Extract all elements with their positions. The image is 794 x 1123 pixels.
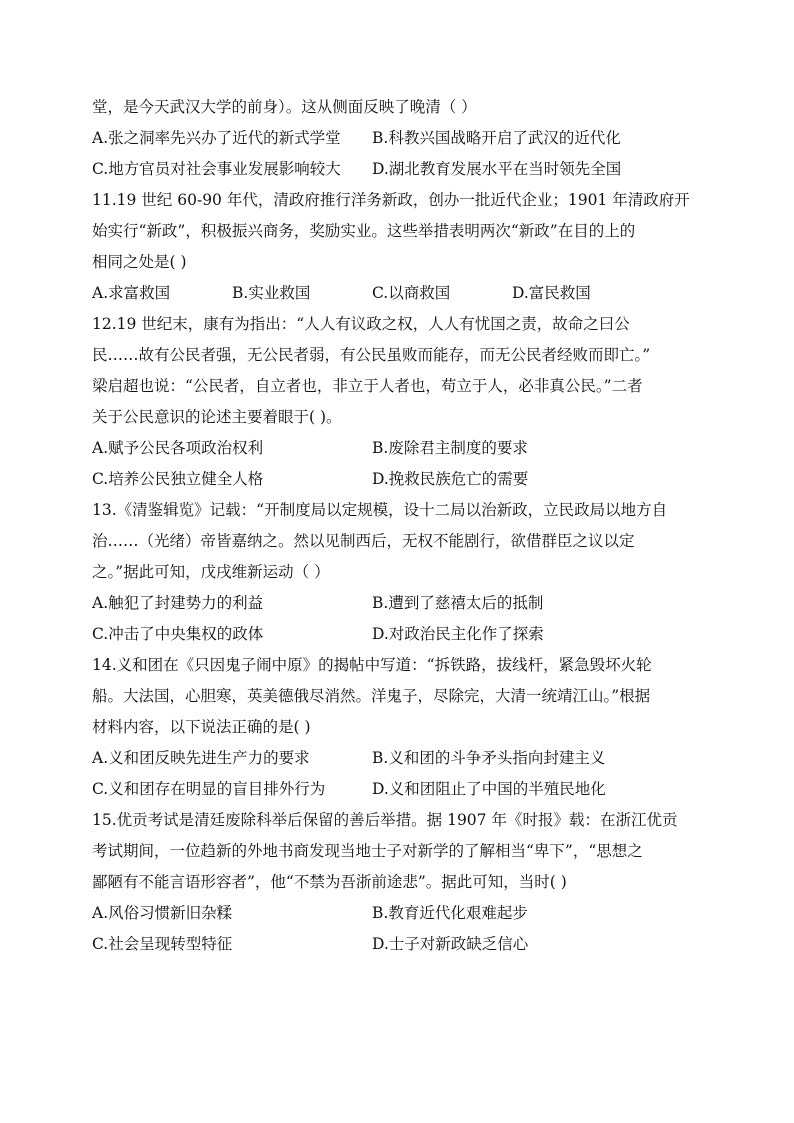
q13-stem-line-3: 之。”据此可知，戊戌维新运动（ ） [92, 563, 330, 581]
q14-options-row-1 [92, 743, 704, 774]
q12-stem-line-3: 梁启超也说：“公民者，自立者也，非立于人者也，苟立于人，必非真公民。”二者 [92, 377, 643, 395]
q12-stem-line-1: 12.19 世纪末，康有为指出：“人人有议政之权，人人有忧国之责，故命之曰公 [92, 315, 630, 333]
q15-stem-line-1: 15.优贡考试是清廷废除科举后保留的善后举措。据 1907 年《时报》载：在浙江优贡 [92, 811, 678, 829]
q15-options-row-2 [92, 929, 704, 960]
q14-stem-line-1: 14.义和团在《只因鬼子闹中原》的揭帖中写道：“拆铁路，拔线杆，紧急毁坏火轮 [92, 656, 652, 674]
q14-option-a[interactable]: A.义和团反映先进生产力的要求 [92, 749, 310, 767]
q13-stem-line-1: 13.《清鉴辑览》记载：“开制度局以定规模，设十二局以治新政，立民政局以地方自 [92, 501, 668, 519]
q14-option-d[interactable]: D.义和团阻止了中国的半殖民地化 [372, 780, 606, 798]
q11-option-a[interactable]: A.求富救国 [92, 284, 171, 302]
q14-stem-line-2: 船。大法国，心胆寒，英美德俄尽消然。洋鬼子，尽除完，大清一统靖江山。”根据 [92, 687, 651, 705]
q10-stem-tail: 堂，是今天武汉大学的前身）。这从侧面反映了晚清（ ） [92, 98, 477, 116]
q11-option-c[interactable]: C.以商救国 [372, 284, 451, 302]
q15-stem-line-2: 考试期间，一位趋新的外地书商发现当地士子对新学的了解相当“卑下”，“思想之 [92, 842, 643, 860]
q14-option-c[interactable]: C.义和团存在明显的盲目排外行为 [92, 780, 326, 798]
q10-option-a[interactable]: A.张之洞率先兴办了近代的新式学堂 [92, 129, 341, 147]
q15-option-a[interactable]: A.风俗习惯新旧杂糅 [92, 904, 233, 922]
q12-options-row-2 [92, 464, 704, 495]
q12-option-b[interactable]: B.废除君主制度的要求 [372, 439, 528, 457]
q11-options-row [92, 278, 704, 309]
q13-option-b[interactable]: B.遭到了慈禧太后的抵制 [372, 594, 544, 612]
q13-option-a[interactable]: A.触犯了封建势力的利益 [92, 594, 264, 612]
q13-options-row-1 [92, 588, 704, 619]
q11-stem-line-2: 始实行“新政”，积极振兴商务，奖励实业。这些举措表明两次“新政”在目的上的 [92, 222, 636, 240]
q10-options-row-2 [92, 154, 704, 185]
exam-page [92, 92, 704, 960]
q10-option-c[interactable]: C.地方官员对社会事业发展影响较大 [92, 160, 341, 178]
q13-options-row-2 [92, 619, 704, 650]
q15-option-b[interactable]: B.教育近代化艰难起步 [372, 904, 528, 922]
q11-option-b[interactable]: B.实业救国 [232, 284, 311, 302]
q12-stem-line-4: 关于公民意识的论述主要着眼于( )。 [92, 408, 342, 426]
q15-stem-line-3: 鄙陋有不能言语形容者”，他“不禁为吾浙前途悲”。据此可知，当时( ) [92, 873, 567, 891]
q11-option-d[interactable]: D.富民救国 [512, 284, 591, 302]
q15-options-row-1 [92, 898, 704, 929]
q13-option-c[interactable]: C.冲击了中央集权的政体 [92, 625, 264, 643]
q12-stem-line-2: 民……故有公民者强，无公民者弱，有公民虽败而能存，而无公民者经败而即亡。” [92, 346, 651, 364]
q12-option-d[interactable]: D.挽救民族危亡的需要 [372, 470, 529, 488]
q10-option-d[interactable]: D.湖北教育发展水平在当时领先全国 [372, 160, 622, 178]
q15-option-d[interactable]: D.士子对新政缺乏信心 [372, 935, 529, 953]
q12-option-a[interactable]: A.赋予公民各项政治权利 [92, 439, 264, 457]
q12-option-c[interactable]: C.培养公民独立健全人格 [92, 470, 264, 488]
q12-options-row-1 [92, 433, 704, 464]
q10-option-b[interactable]: B.科教兴国战略开启了武汉的近代化 [372, 129, 621, 147]
q11-stem-line-1: 11.19 世纪 60-90 年代，清政府推行洋务新政，创办一批近代企业；1901 年清政府开 [92, 191, 690, 209]
q13-stem-line-2: 治……（光绪）帝皆嘉纳之。然以见制西后，无权不能剧行，欲借群臣之议以定 [92, 532, 635, 550]
q14-option-b[interactable]: B.义和团的斗争矛头指向封建主义 [372, 749, 606, 767]
q10-options-row-1 [92, 123, 704, 154]
q14-options-row-2 [92, 774, 704, 805]
q14-stem-line-3: 材料内容，以下说法正确的是( ) [92, 718, 311, 736]
q11-stem-line-3: 相同之处是( ) [92, 253, 187, 271]
q15-option-c[interactable]: C.社会呈现转型特征 [92, 935, 233, 953]
q13-option-d[interactable]: D.对政治民主化作了探索 [372, 625, 544, 643]
